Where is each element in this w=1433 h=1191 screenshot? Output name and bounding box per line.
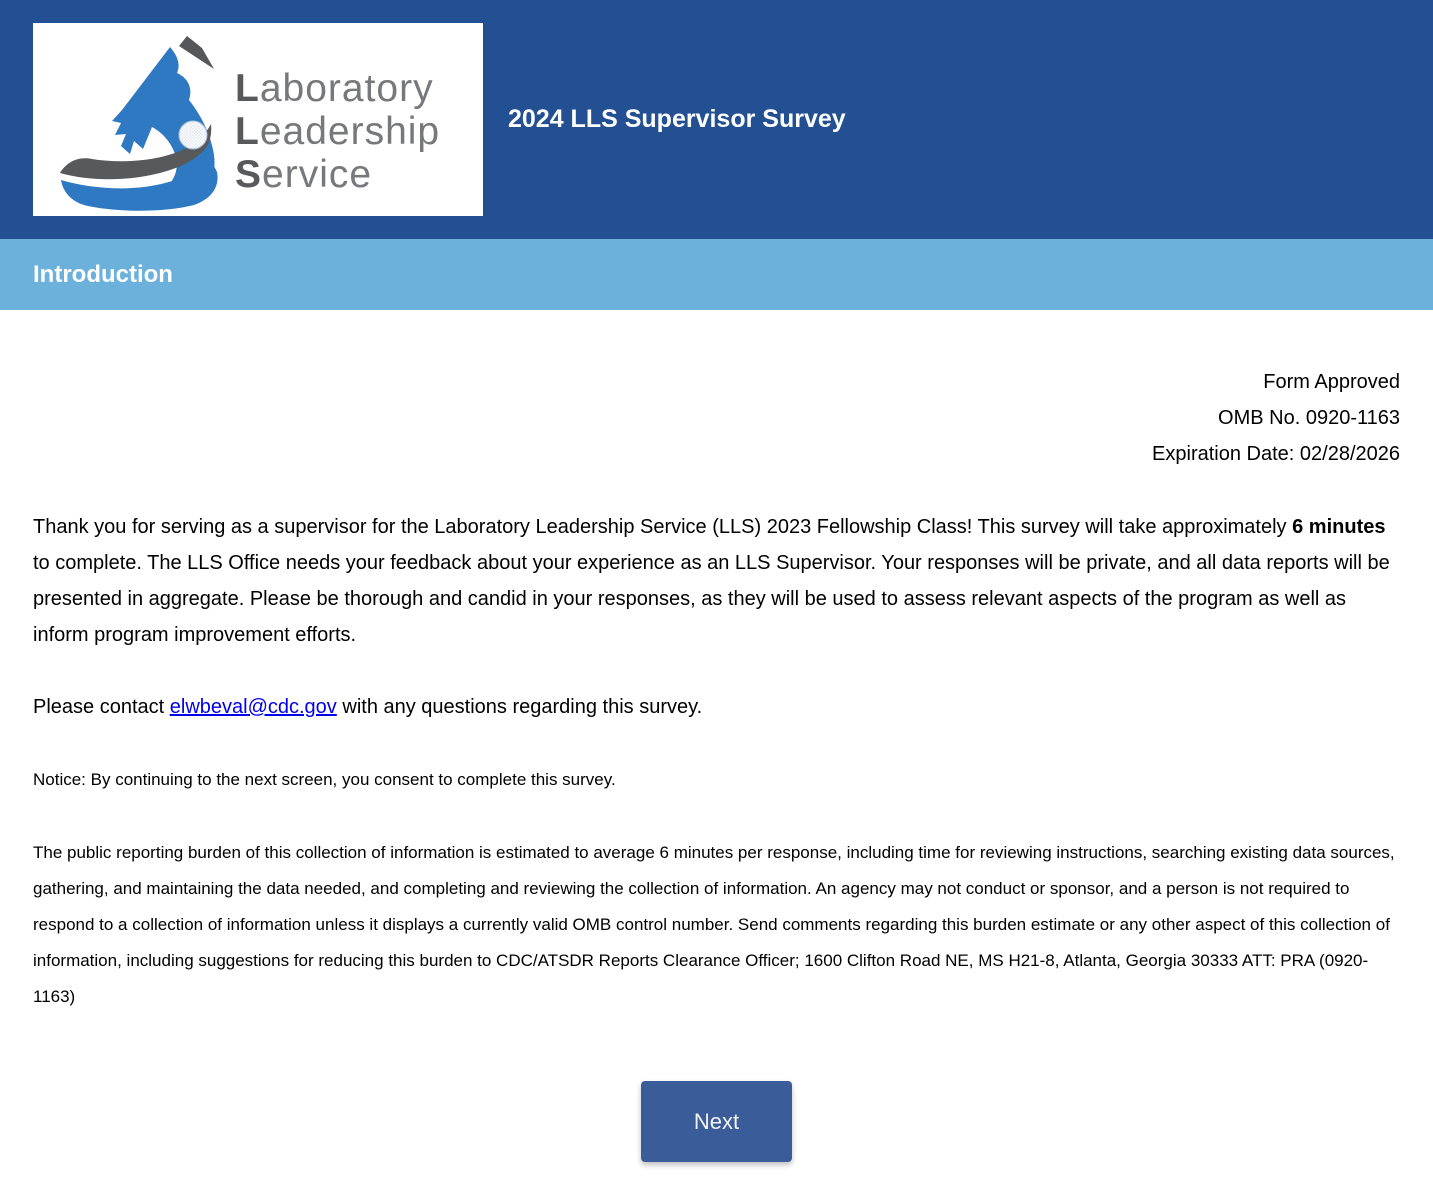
burden-statement: The public reporting burden of this collection of information is estimated to average 6 minutes per response, including time for reviewing instructions, searching existing data sources, gathering, and maintaining the data needed, and completing and reviewing the collection of information. An agency may not conduct or sponsor, and a person is not required to respond to a collection of information unless it displays a currently valid OMB control number. Send comments regarding this burden estimate or any other aspect of this collection of information, including suggestions for reducing this burden to CDC/ATSDR Reports Clearance Officer; 1600 Clifton Road NE, MS H21-8, Atlanta, Georgia 30333 ATT: PRA (0920-1163) xyxy=(33,843,1395,1006)
page-title: 2024 LLS Supervisor Survey xyxy=(508,105,846,133)
form-approved-line: Form Approved xyxy=(1263,371,1400,393)
section-bar xyxy=(0,239,1433,310)
intro-bold-minutes: 6 minutes xyxy=(1292,516,1386,538)
logo-word-leadership: Leadership xyxy=(235,110,441,153)
logo-word-service: Service xyxy=(235,153,373,196)
intro-text-before: Thank you for serving as a supervisor for the Laboratory Leadership Service (LLS) 2023 Fellowship Class! This survey will take approximately xyxy=(33,516,1293,538)
expiration-date-line: Expiration Date: 02/28/2026 xyxy=(1152,443,1400,465)
consent-notice: Notice: By continuing to the next screen, you consent to complete this survey. xyxy=(33,770,616,789)
header xyxy=(0,0,1433,239)
next-button[interactable]: Next xyxy=(641,1081,792,1162)
logo-word-laboratory: Laboratory xyxy=(235,67,434,110)
contact-text-before: Please contact xyxy=(33,696,170,718)
lls-logo xyxy=(33,23,483,216)
button-row xyxy=(33,1081,1400,1162)
contact-email-link[interactable]: elwbeval@cdc.gov xyxy=(169,696,337,718)
content xyxy=(0,310,1433,1191)
logo-wordmark xyxy=(235,67,440,196)
intro-text-after: to complete. The LLS Office needs your feedback about your experience as an LLS Supervisor. Your responses will be private, and all data reports will be presented in aggregate. Please be thorough and candid in your responses, as they will be used to assess relevant aspects of the program as well as inform program improvement efforts. xyxy=(33,552,1390,646)
contact-text-after: with any questions regarding this survey. xyxy=(336,696,703,718)
omb-number-line: OMB No. 0920-1163 xyxy=(1218,407,1400,429)
intro-paragraph xyxy=(33,509,1400,653)
section-title: Introduction xyxy=(33,260,173,288)
form-approval xyxy=(33,364,1400,472)
contact-line xyxy=(33,689,1400,725)
